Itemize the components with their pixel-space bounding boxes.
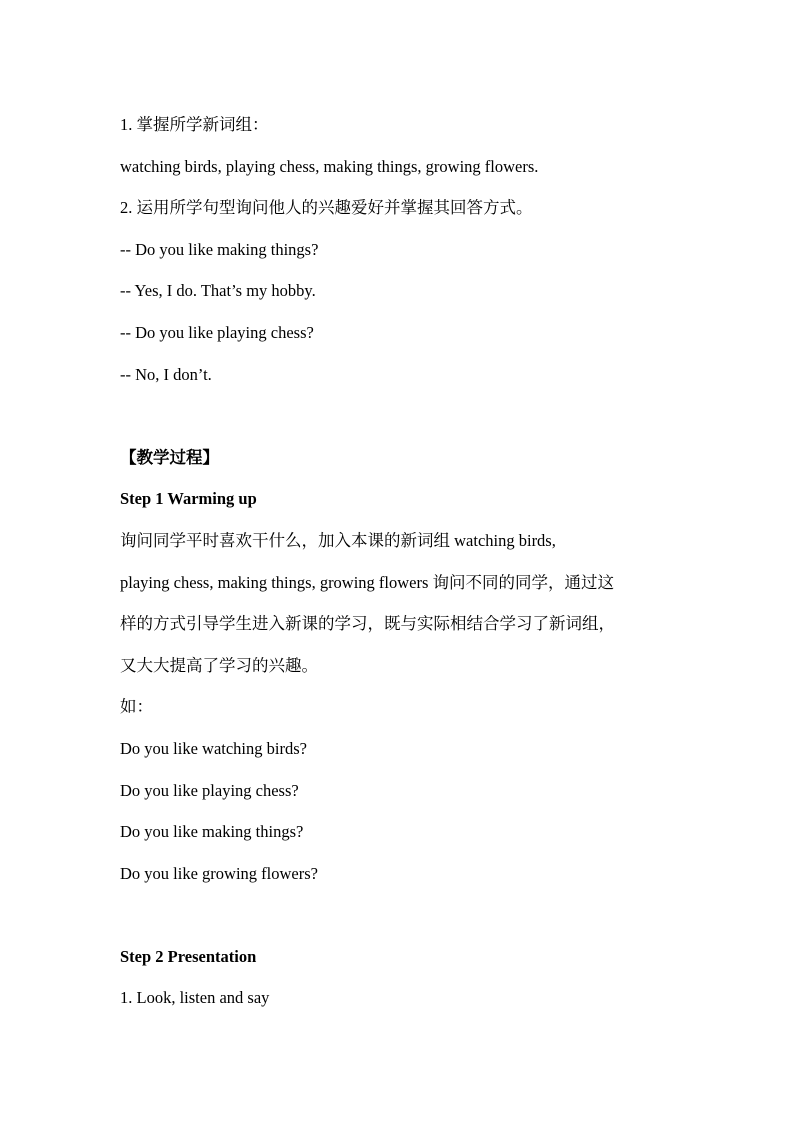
step1-paragraph-line: 询问同学平时喜欢干什么，加入本课的新词组 watching birds, [120, 530, 556, 550]
example-question: Do you like watching birds? [120, 738, 307, 758]
step2-item-1: 1. Look, listen and say [120, 988, 270, 1008]
dialogue-line: -- Do you like playing chess? [120, 322, 314, 342]
example-question: Do you like making things? [120, 822, 304, 842]
step1-paragraph-line: 样的方式引导学生进入新课的学习，既与实际相结合学习了新词组， [120, 614, 615, 634]
spacer [120, 395, 700, 437]
objective-item-2: 2. 运用所学句型询问他人的兴趣爱好并掌握其回答方式。 [120, 198, 533, 218]
document-page [120, 104, 700, 1019]
section-heading-teaching-process: 【教学过程】 [120, 447, 219, 467]
objective-phrases: watching birds, playing chess, making things, growing flowers. [120, 156, 539, 176]
dialogue-line: -- No, I don’t. [120, 364, 212, 384]
step2-title: Step 2 Presentation [120, 946, 257, 966]
example-label: 如： [120, 697, 153, 717]
step1-title: Step 1 Warming up [120, 489, 257, 509]
example-question: Do you like growing flowers? [120, 863, 318, 883]
step1-paragraph-line: 又大大提高了学习的兴趣。 [120, 655, 318, 675]
dialogue-line: -- Yes, I do. That’s my hobby. [120, 281, 316, 301]
objective-item-1: 1. 掌握所学新词组： [120, 115, 269, 134]
step1-paragraph-line: playing chess, making things, growing flowers 询问不同的同学，通过这 [120, 572, 615, 592]
example-question: Do you like playing chess? [120, 780, 299, 800]
spacer [120, 894, 700, 936]
dialogue-line: -- Do you like making things? [120, 239, 319, 259]
